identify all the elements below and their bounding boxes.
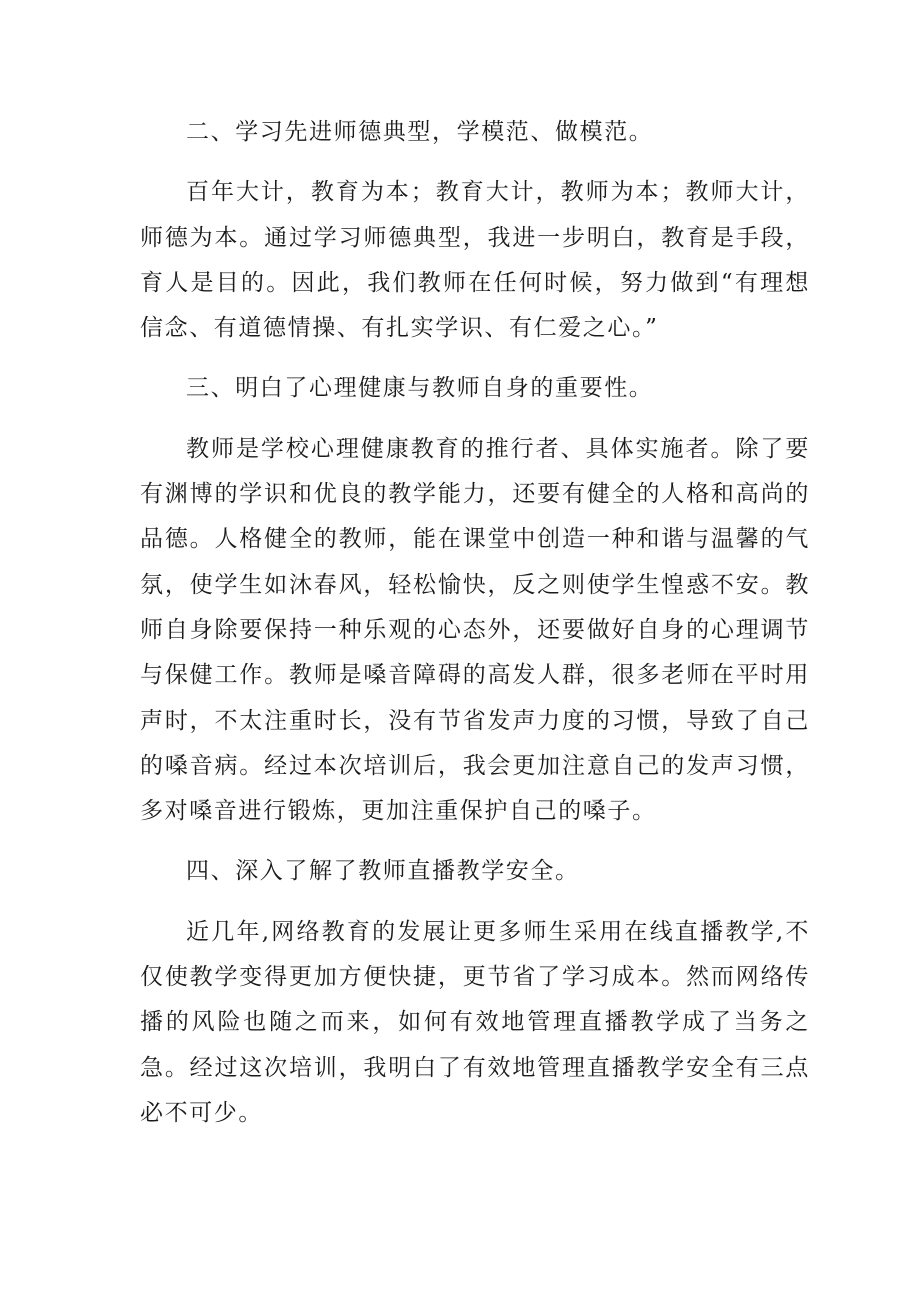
section-2-heading: 二、学习先进师德典型，学模范、做模范。 (186, 119, 654, 145)
section-4-heading: 四、深入了解了教师直播教学安全。 (186, 858, 580, 885)
section-4-paragraph: 近几年,网络教育的发展让更多师生采用在线直播教学,不仅使教学变得更加方便快捷，更节省了学习成本。然而网络传播的风险也随之而来，如何有效地管理直播教学成了当务之急。经过这次培训，我明白了有效地管理直播教学安全有三点必不可少。 (140, 918, 810, 1126)
section-2-paragraph: 百年大计，教育为本；教育大计，教师为本；教师大计，师德为本。通过学习师德典型，我进一步明白，教育是手段，育人是目的。因此，我们教师在任何时候，努力做到“有理想信念、有道德情操、有扎实学识、有仁爱之心。” (140, 179, 810, 342)
section-3-heading: 三、明白了心理健康与教师自身的重要性。 (186, 375, 654, 402)
document-body (140, 110, 810, 1151)
section-3-paragraph: 教师是学校心理健康教育的推行者、具体实施者。除了要有渊博的学识和优良的教学能力，还要有健全的人格和高尚的品德。人格健全的教师，能在课堂中创造一种和谐与温馨的气氛，使学生如沐春风，轻松愉快，反之则使学生惶惑不安。教师自身除要保持一种乐观的心态外，还要做好自身的心理调节与保健工作。教师是嗓音障碍的高发人群，很多老师在平时用声时，不太注重时长，没有节省发声力度的习惯，导致了自己的嗓音病。经过本次培训后，我会更加注意自己的发声习惯，多对嗓音进行锻炼，更加注重保护自己的嗓子。 (140, 435, 810, 825)
